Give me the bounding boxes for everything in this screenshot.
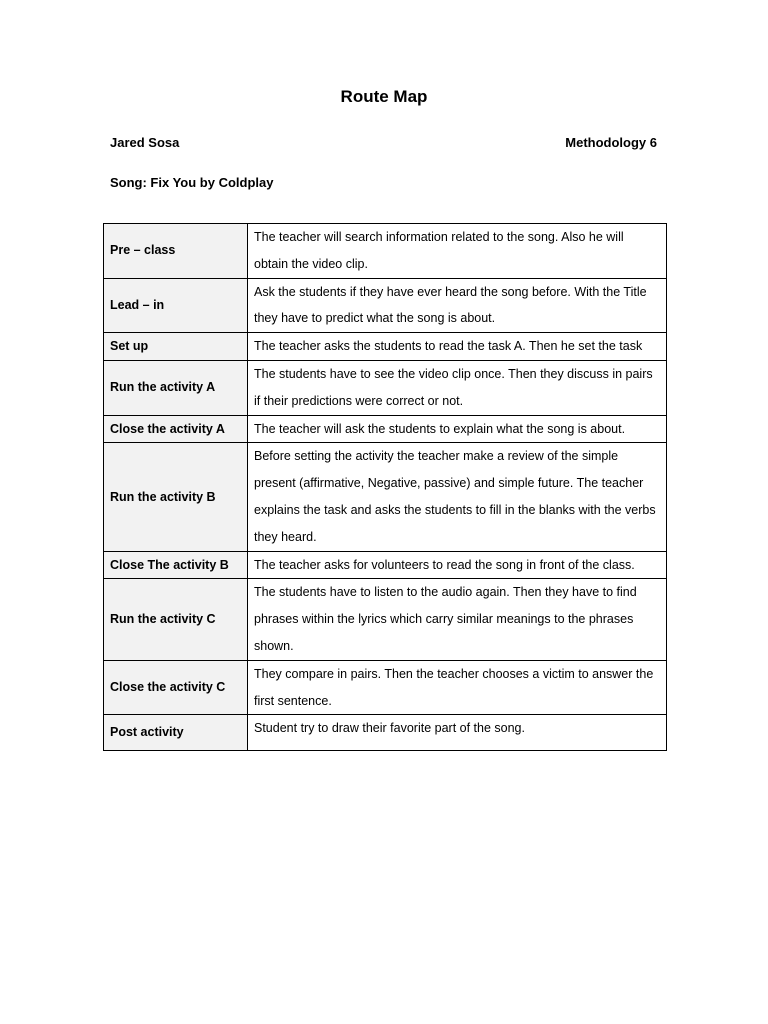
description-cell: Ask the students if they have ever heard the song before. With the Title they have to predict what the song is about. [248, 278, 667, 333]
document-title: Route Map [340, 87, 428, 106]
table-row [104, 579, 667, 660]
table-row [104, 224, 667, 279]
table-row [104, 360, 667, 415]
table-row [104, 443, 667, 551]
description-cell: Before setting the activity the teacher make a review of the simple present (affirmative, Negative, passive) and simple future. The teacher explains the task and asks the students to fill in the blanks with the verbs they heard. [248, 443, 667, 551]
stage-cell: Run the activity A [104, 360, 248, 415]
route-map-table [103, 223, 667, 751]
stage-cell: Pre – class [104, 224, 248, 279]
course-name: Methodology 6 [565, 135, 657, 150]
song-line: Song: Fix You by Coldplay [110, 175, 274, 190]
stage-cell: Run the activity B [104, 443, 248, 551]
description-cell: The students have to see the video clip once. Then they discuss in pairs if their predictions were correct or not. [248, 360, 667, 415]
description-cell: The teacher asks for volunteers to read the song in front of the class. [248, 551, 667, 579]
description-cell: They compare in pairs. Then the teacher chooses a victim to answer the first sentence. [248, 660, 667, 715]
table-row [104, 551, 667, 579]
table-row [104, 333, 667, 361]
stage-cell: Close The activity B [104, 551, 248, 579]
stage-cell: Run the activity C [104, 579, 248, 660]
description-cell: The teacher asks the students to read the task A. Then he set the task [248, 333, 667, 361]
stage-cell: Post activity [104, 715, 248, 751]
description-cell: The teacher will ask the students to explain what the song is about. [248, 415, 667, 443]
stage-cell: Close the activity A [104, 415, 248, 443]
table-row [104, 278, 667, 333]
stage-cell: Lead – in [104, 278, 248, 333]
author-name: Jared Sosa [110, 135, 180, 150]
table-row [104, 415, 667, 443]
stage-cell: Close the activity C [104, 660, 248, 715]
description-cell: Student try to draw their favorite part of the song. [248, 715, 667, 751]
table-row [104, 660, 667, 715]
stage-cell: Set up [104, 333, 248, 361]
description-cell: The teacher will search information related to the song. Also he will obtain the video clip. [248, 224, 667, 279]
table-row [104, 715, 667, 751]
description-cell: The students have to listen to the audio again. Then they have to find phrases within the lyrics which carry similar meanings to the phrases shown. [248, 579, 667, 660]
